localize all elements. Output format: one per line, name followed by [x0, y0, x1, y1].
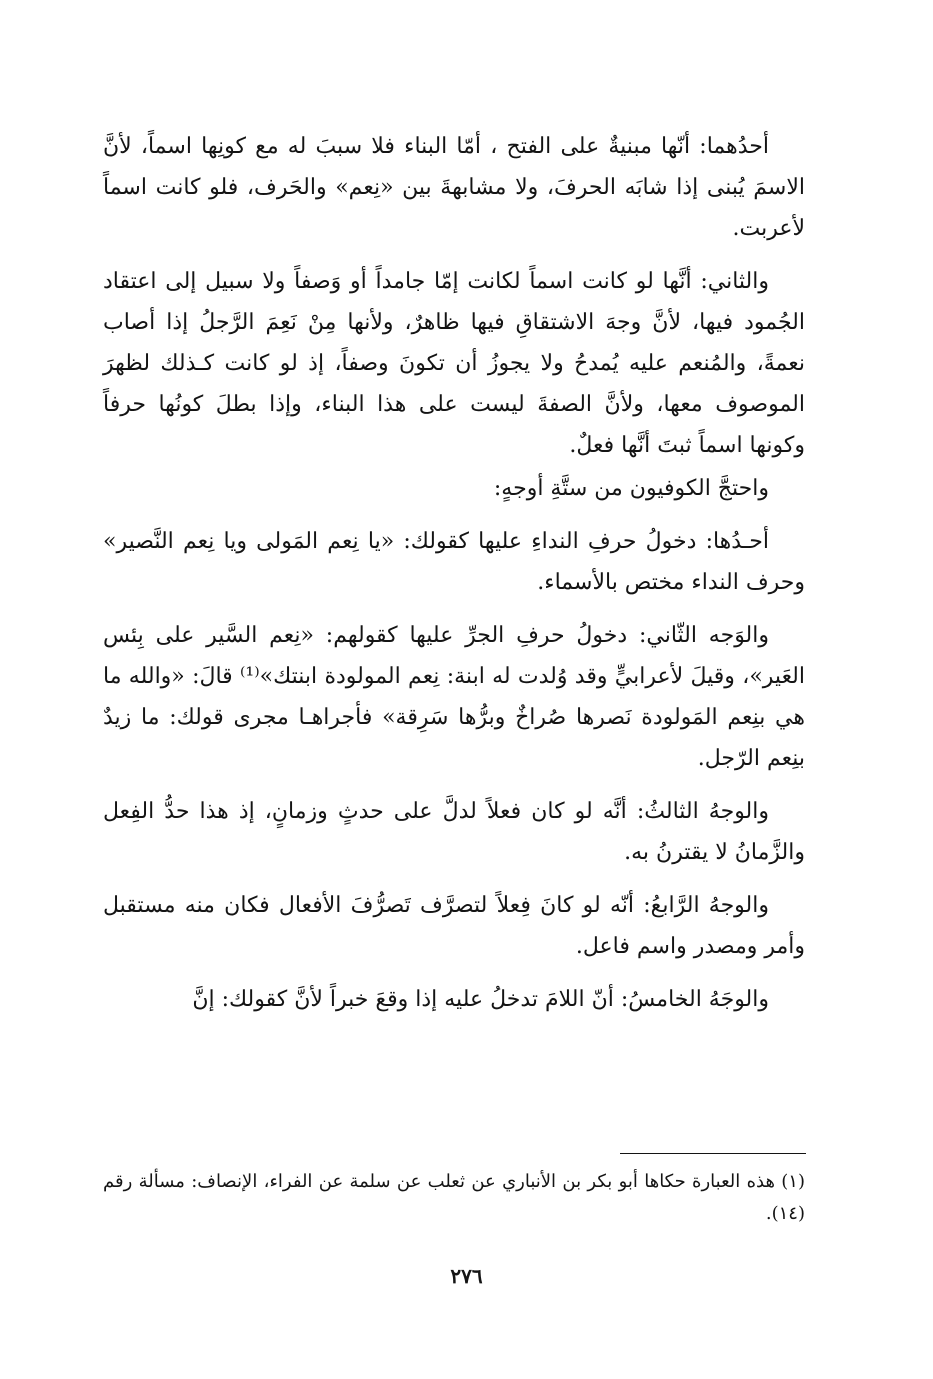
main-text [103, 126, 805, 1032]
page-number: ٢٧٦ [450, 1264, 483, 1288]
footnote-divider [620, 1153, 806, 1154]
paragraph-fifth-aspect: والوجَهُ الخامسُ: أنّ اللامَ تدخلُ عليه إذا وقعَ خبراً لأنَّ كقولك: إنَّ [192, 987, 769, 1012]
paragraph-first-aspect: أحدُهما: أنّها مبنيةٌ على الفتح ، أمّا البناء فلا سببَ له مع كونِها اسماً، لأنَّ الاسمَ يُبنى إذا شابَه الحرفَ، ولا مشابهةَ بين «نِعم» والحَرف، فلو كانت اسماً لأعربت. [103, 134, 805, 241]
paragraph-third-aspect: والوجهُ الثالثُ: أنَّه لو كان فعلاً لدلَّ على حدثٍ وزمانٍ، إذ هذا حدُّ الفِعل والزَّمانُ لا يقترنُ به. [103, 799, 805, 865]
paragraph-second-aspect: والثاني: أنَّها لو كانت اسماً لكانت إمّا جامداً أو وَصفاً ولا سبيل إلى اعتقاد الجُمود فيها، لأنَّ وجهَ الاشتقاقِ فيها ظاهرٌ، ولأنها مِنْ نَعِمَ الرَّجلُ إذا أصاب نعمةً، والمُنعم عليه يُمدحُ ولا يجوزُ أن تكونَ وصفاً، إذ لو كانت كـذلك لظهرَ الموصوف معها، ولأنَّ الصفةَ ليست على هذا البناء، وإذا بطلَ كونُها حرفاً وكونها اسماً ثبتَ أنَّها فعلٌ. [103, 269, 805, 458]
paragraph-vocative: أحـدُها: دخولُ حرفِ النداءِ عليها كقولك: «يا نِعم المَولى ويا نِعم النَّصير» وحرف النداء مختص بالأسماء. [103, 529, 805, 595]
paragraph-fourth-aspect: والوجهُ الرَّابعُ: أنّه لو كانَ فِعلاً لتصرَّف تَصرُّفَ الأفعال فكان منه مستقبل وأمر ومصدر واسم فاعل. [103, 893, 805, 959]
paragraph-kufans-intro: واحتجَّ الكوفيون من ستَّةِ أوجهٍ: [493, 476, 769, 501]
paragraph-preposition: والوَجه الثّاني: دخولُ حرفِ الجرِّ عليها كقولهم: «نِعم السَّير على بِئس العَير»، وقيلَ لأعرابيٍّ وقد وُلدت له ابنة: نِعم المولودة ابنتك»⁽¹⁾ قالَ: «والله ما هي بنِعم المَولودة نَصرها صُراخٌ وبرُّها سَرِقة» فأجراهـا مجرى قولك: ما زيدٌ بنِعم الرّجل. [103, 623, 805, 771]
footnote: (١) هذه العبارة حكاها أبو بكر بن الأنباري عن ثعلب عن سلمة عن الفراء، الإنصاف: مسألة رقم (١٤). [103, 1171, 805, 1224]
